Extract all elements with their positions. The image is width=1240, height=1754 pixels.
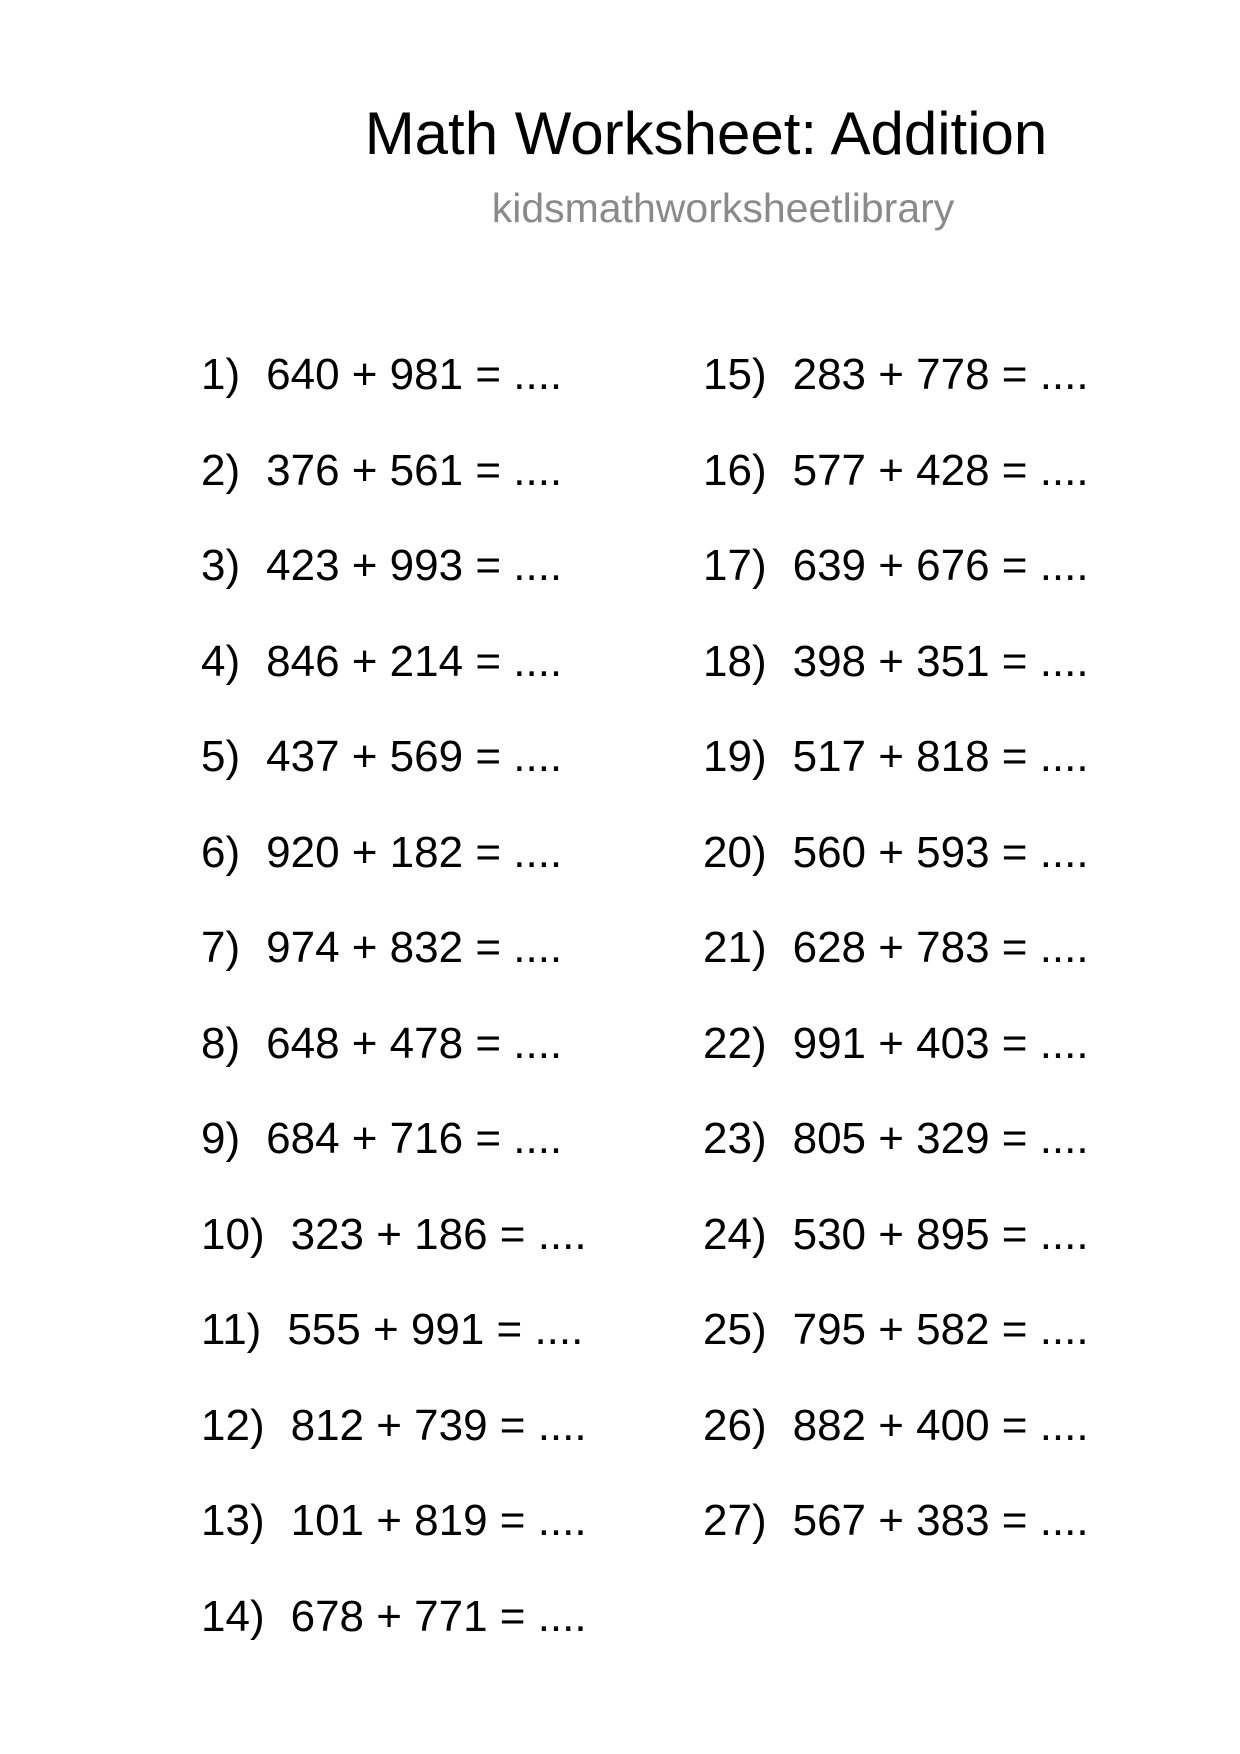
problem-number: 14) — [201, 1591, 265, 1641]
problem-number: 5) — [201, 732, 241, 781]
problem-item — [703, 1014, 1089, 1110]
problem-expression: 991 + 403 = .... — [792, 1018, 1089, 1068]
problem-expression: 437 + 569 = .... — [266, 732, 563, 781]
problem-expression: 974 + 832 = .... — [266, 923, 563, 972]
problem-expression: 812 + 739 = .... — [290, 1400, 587, 1450]
problem-expression: 628 + 783 = .... — [792, 923, 1089, 972]
problem-number: 7) — [201, 923, 241, 972]
problem-expression: 920 + 182 = .... — [266, 827, 563, 877]
problem-item — [703, 727, 1089, 823]
problem-expression: 648 + 478 = .... — [266, 1018, 563, 1068]
problem-item — [703, 918, 1089, 1014]
problem-number: 6) — [201, 827, 241, 877]
problem-number: 1) — [201, 350, 241, 399]
problem-item — [703, 1300, 1089, 1396]
problem-item — [201, 1396, 587, 1492]
problem-item — [703, 1109, 1089, 1205]
problem-number: 15) — [703, 350, 767, 399]
problem-number: 27) — [703, 1496, 767, 1545]
problem-expression: 560 + 593 = .... — [792, 827, 1089, 877]
problem-expression: 639 + 676 = .... — [792, 541, 1089, 590]
problem-number: 2) — [201, 445, 241, 495]
problem-expression: 517 + 818 = .... — [792, 732, 1089, 781]
problem-number: 11) — [201, 1305, 262, 1354]
problem-item — [703, 1205, 1089, 1301]
problem-item — [201, 1587, 587, 1683]
problem-expression: 101 + 819 = .... — [290, 1496, 587, 1545]
problem-item — [703, 823, 1089, 919]
problem-number: 24) — [703, 1209, 767, 1259]
problem-item — [703, 536, 1089, 632]
problem-number: 9) — [201, 1114, 241, 1163]
problem-expression: 678 + 771 = .... — [290, 1591, 587, 1641]
problem-number: 17) — [703, 541, 767, 590]
worksheet-subtitle: kidsmathworksheetlibrary — [491, 185, 955, 231]
problem-column-right — [703, 345, 1089, 1587]
problem-expression: 577 + 428 = .... — [792, 445, 1089, 495]
problem-item — [703, 345, 1089, 441]
problem-expression: 795 + 582 = .... — [792, 1305, 1089, 1354]
problem-number: 3) — [201, 541, 241, 590]
problem-item — [201, 441, 587, 537]
problem-number: 21) — [703, 923, 767, 972]
problem-item — [703, 632, 1089, 728]
problem-item — [201, 345, 587, 441]
problem-expression: 423 + 993 = .... — [266, 541, 563, 590]
problem-item — [201, 536, 587, 632]
problem-expression: 684 + 716 = .... — [266, 1114, 563, 1163]
problem-number: 18) — [703, 636, 767, 686]
problem-item — [201, 1300, 587, 1396]
problem-expression: 555 + 991 = .... — [287, 1305, 584, 1354]
problem-number: 8) — [201, 1018, 241, 1068]
problem-expression: 323 + 186 = .... — [290, 1209, 587, 1259]
problem-number: 16) — [703, 445, 767, 495]
problem-item — [201, 1109, 587, 1205]
problem-item — [201, 632, 587, 728]
problem-expression: 805 + 329 = .... — [792, 1114, 1089, 1163]
problem-expression: 567 + 383 = .... — [792, 1496, 1089, 1545]
problem-expression: 398 + 351 = .... — [792, 636, 1089, 686]
problem-item — [201, 1205, 587, 1301]
problem-expression: 640 + 981 = .... — [266, 350, 563, 399]
problem-number: 12) — [201, 1400, 265, 1450]
problem-item — [703, 1396, 1089, 1492]
problem-number: 25) — [703, 1305, 767, 1354]
problem-number: 26) — [703, 1400, 767, 1450]
problem-number: 10) — [201, 1209, 265, 1259]
problem-column-left — [201, 345, 587, 1682]
problem-number: 4) — [201, 636, 241, 686]
problem-expression: 376 + 561 = .... — [266, 445, 563, 495]
problem-number: 19) — [703, 732, 767, 781]
problem-number: 22) — [703, 1018, 767, 1068]
problem-item — [201, 918, 587, 1014]
problem-expression: 846 + 214 = .... — [266, 636, 563, 686]
problem-item — [703, 1491, 1089, 1587]
problem-expression: 882 + 400 = .... — [792, 1400, 1089, 1450]
worksheet-title: Math Worksheet: Addition — [364, 100, 1048, 167]
problem-expression: 530 + 895 = .... — [792, 1209, 1089, 1259]
problem-number: 13) — [201, 1496, 265, 1545]
problem-item — [201, 1491, 587, 1587]
problem-item — [201, 1014, 587, 1110]
problem-item — [703, 441, 1089, 537]
problem-number: 23) — [703, 1114, 767, 1163]
problem-item — [201, 727, 587, 823]
problem-expression: 283 + 778 = .... — [792, 350, 1089, 399]
problem-item — [201, 823, 587, 919]
problem-number: 20) — [703, 827, 767, 877]
